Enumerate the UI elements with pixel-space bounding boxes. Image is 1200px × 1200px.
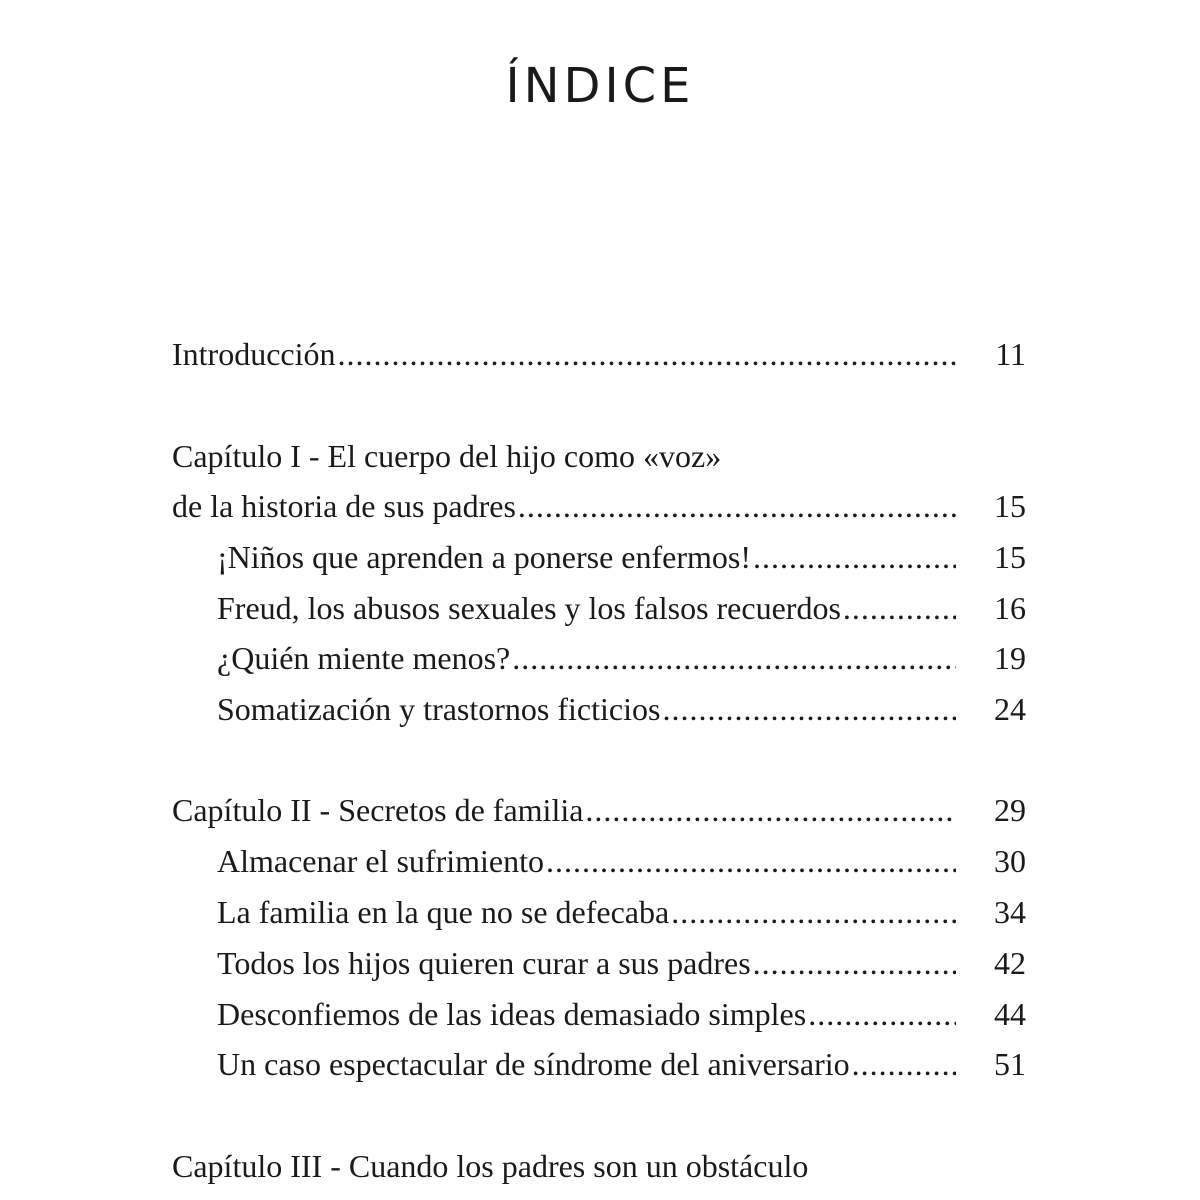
toc-page-number: 44 (994, 996, 1026, 1032)
dot-leader (662, 689, 956, 729)
toc-chapter-1-heading-line1: Capítulo I - El cuerpo del hijo como «voz» (172, 438, 722, 474)
toc-section-entry[interactable] (217, 588, 1026, 628)
toc-entry-label: de la historia de sus padres (172, 488, 516, 524)
toc-page-number: 29 (994, 792, 1026, 828)
toc-section-entry[interactable] (217, 1044, 1026, 1084)
toc-section-entry[interactable] (217, 689, 1026, 729)
toc-page-number: 15 (994, 539, 1026, 575)
toc-section-entry[interactable] (217, 943, 1026, 983)
toc-entry-label: Todos los hijos quieren curar a sus padres (217, 945, 751, 981)
dot-leader (338, 334, 957, 374)
dot-leader (518, 486, 956, 526)
toc-entry-label: Capítulo II - Secretos de familia (172, 792, 584, 828)
toc-section-entry[interactable] (217, 994, 1026, 1034)
toc-entry-label: Introducción (172, 336, 336, 372)
dot-leader (753, 943, 956, 983)
toc-entry-label: Somatización y trastornos ficticios (217, 691, 661, 727)
toc-page-number: 34 (994, 894, 1026, 930)
toc-section-entry[interactable] (217, 841, 1026, 881)
toc-entry-label: Almacenar el sufrimiento (217, 843, 544, 879)
toc-page-number: 30 (994, 843, 1026, 879)
toc-entry-label: ¿Quién miente menos? (217, 640, 511, 676)
toc-entry-chapter-1[interactable] (172, 486, 1026, 526)
toc-page-number: 16 (994, 590, 1026, 626)
toc-entry-label: Desconfiemos de las ideas demasiado simples (217, 996, 807, 1032)
toc-entry-introduccion[interactable] (172, 334, 1026, 374)
dot-leader (585, 790, 956, 830)
dot-leader (753, 537, 956, 577)
toc-page-number: 24 (994, 691, 1026, 727)
toc-entry-chapter-2[interactable] (172, 790, 1026, 830)
toc-section-entry[interactable] (217, 638, 1026, 678)
toc-page-number: 19 (994, 640, 1026, 676)
toc-chapter-3-heading: Capítulo III - Cuando los padres son un obstáculo (172, 1148, 809, 1184)
dot-leader (546, 841, 956, 881)
toc-entry-label: Freud, los abusos sexuales y los falsos recuerdos (217, 590, 841, 626)
toc-entry-label: La familia en la que no se defecaba (217, 894, 670, 930)
toc-page-number: 15 (994, 488, 1026, 524)
dot-leader (808, 994, 956, 1034)
dot-leader (843, 588, 956, 628)
toc-page-number: 51 (994, 1046, 1026, 1082)
dot-leader (671, 892, 956, 932)
toc-page-number: 11 (995, 336, 1026, 372)
toc-section-entry[interactable] (217, 537, 1026, 577)
toc-entry-label: ¡Niños que aprenden a ponerse enfermos! (217, 539, 752, 575)
dot-leader (512, 638, 956, 678)
page-title: ÍNDICE (505, 58, 695, 115)
toc-section-entry[interactable] (217, 892, 1026, 932)
dot-leader (852, 1044, 956, 1084)
toc-entry-label: Un caso espectacular de síndrome del aniversario (217, 1046, 850, 1082)
toc-page-number: 42 (994, 945, 1026, 981)
